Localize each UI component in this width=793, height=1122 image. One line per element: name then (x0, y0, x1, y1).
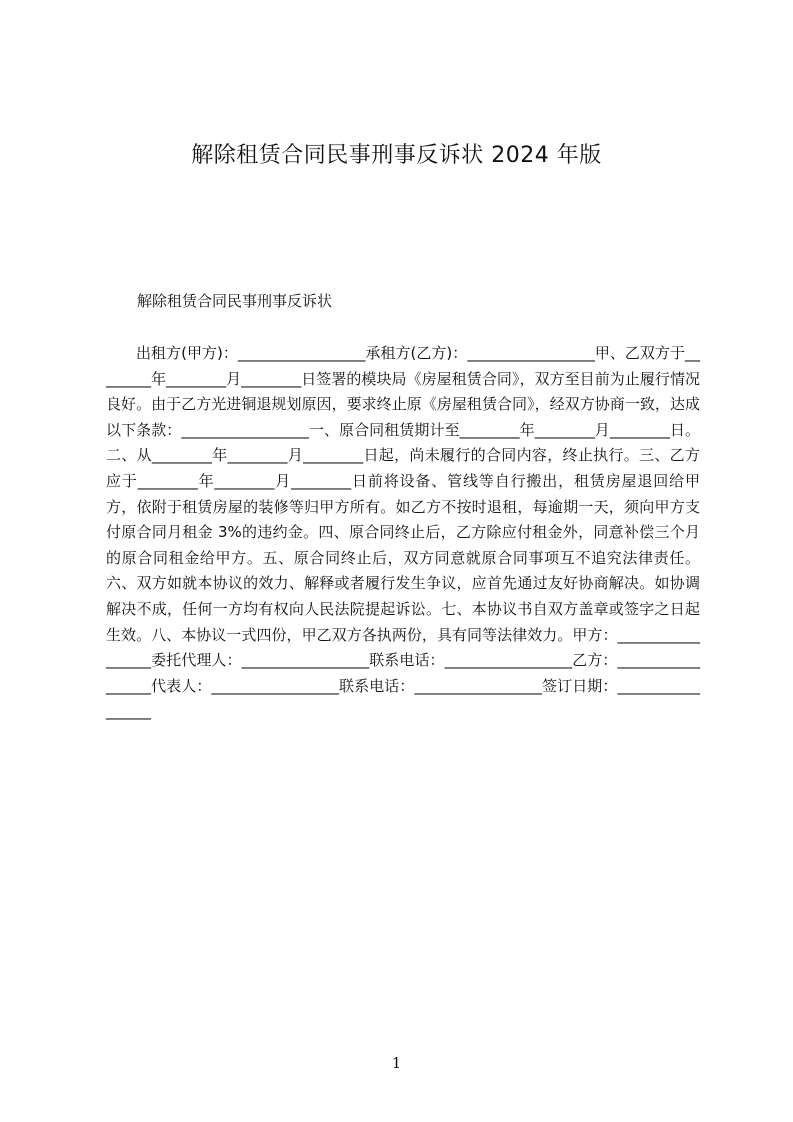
document-subtitle: 解除租赁合同民事刑事反诉状 (137, 292, 333, 310)
page-number: 1 (391, 1054, 402, 1072)
document-title: 解除租赁合同民事刑事反诉状 2024 年版 (191, 143, 602, 168)
document-body: 出租方(甲方)：_________________承租方(乙方)：_________________甲、乙双方于________年________月________日签署的模块局《房屋租赁合同》，双方至目前为止履行情况良好。由于乙方光进铜退规划原因，要求终止原《房屋租赁合同》，经双方协商一致，达成以下条款：_________________一、原合同租赁期计至________年________月________日。二、从________年________月________日起，尚未履行的合同内容，终止执行。三、乙方应于________年________月________日前将设备、管线等自行搬出，租赁房屋退回给甲方，依附于租赁房屋的装修等归甲方所有。如乙方不按时退租，每逾期一天，须向甲方支付原合同月租金 3%的违约金。四、原合同终止后，乙方除应付租金外，同意补偿三个月的原合同租金给甲方。五、原合同终止后，双方同意就原合同事项互不追究法律责任。六、双方如就本协议的效力、解释或者履行发生争议，应首先通过友好协商解决。如协调解决不成，任何一方均有权向人民法院提起诉讼。七、本协议书自双方盖章或签字之日起生效。八、本协议一式四份，甲乙双方各执两份，具有同等法律效力。甲方：_________________委托代理人：_________________联系电话：_________________乙方：_________________代表人：_________________联系电话：_________________签订日期：_________________ (106, 344, 700, 721)
